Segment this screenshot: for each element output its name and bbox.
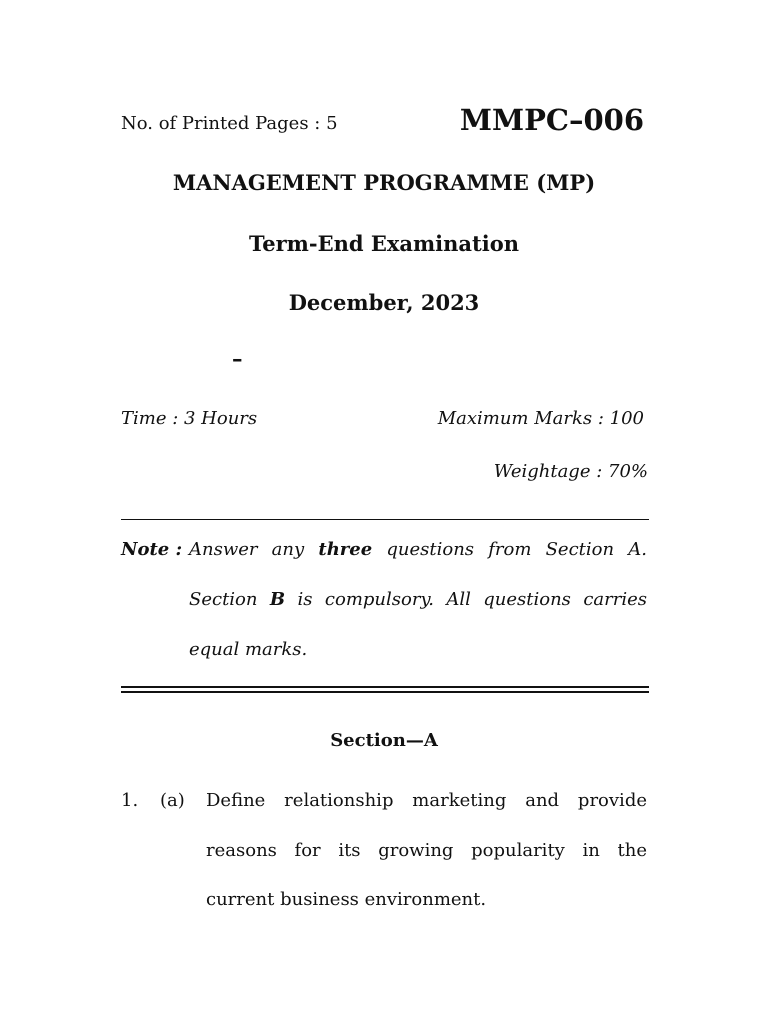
- divider-rule: [121, 519, 649, 520]
- note-line-2-text-a: Section: [189, 589, 270, 610]
- maximum-marks: Maximum Marks : 100: [437, 408, 644, 429]
- course-code: MMPC–006: [459, 103, 644, 137]
- note-line-1-text-b: questions from Section A.: [372, 539, 647, 560]
- time-allowed: Time : 3 Hours: [121, 408, 258, 429]
- note-line-2: [189, 589, 647, 610]
- examination-title: Term-End Examination: [248, 231, 519, 256]
- note-line-1: [189, 539, 647, 560]
- note-emphasis-three: three: [318, 539, 373, 560]
- examination-date: December, 2023: [288, 290, 480, 315]
- question-text-line-3: current business environment.: [206, 889, 487, 910]
- double-divider-rule: [121, 686, 649, 693]
- programme-title: MANAGEMENT PROGRAMME (MP): [172, 170, 596, 195]
- note-line-1-text-a: Answer any: [189, 539, 319, 560]
- question-part: (a): [160, 790, 185, 811]
- question-number: 1.: [121, 790, 139, 811]
- note-line-3: equal marks.: [189, 639, 308, 660]
- section-heading: Section—A: [330, 730, 438, 751]
- printed-pages-count: No. of Printed Pages : 5: [121, 113, 338, 134]
- note-emphasis-b: B: [269, 589, 286, 610]
- note-line-2-text-b: is compulsory. All questions carries: [285, 589, 647, 610]
- weightage: Weightage : 70%: [493, 461, 648, 482]
- question-text-line-2: reasons for its growing popularity in the: [206, 840, 647, 861]
- dash-mark: –: [232, 346, 243, 371]
- question-text-line-1: Define relationship marketing and provide: [206, 790, 647, 811]
- note-label: Note :: [121, 539, 183, 560]
